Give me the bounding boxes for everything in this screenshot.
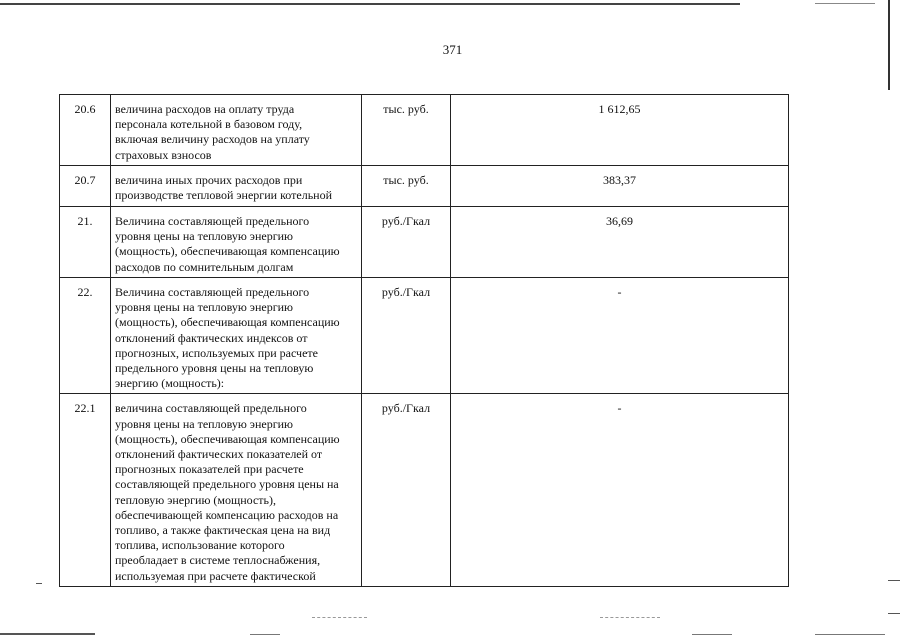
scan-edge-line [0,633,95,635]
row-unit: тыс. руб. [362,166,451,207]
row-number: 22. [60,278,111,394]
row-unit: руб./Гкал [362,394,451,586]
row-value: - [451,278,789,394]
tariff-table [59,94,789,587]
row-description: величина иных прочих расходов при производстве тепловой энергии котельной [111,166,362,207]
table-row [60,394,789,586]
scan-noise [888,613,900,614]
row-description: Величина составляющей предельного уровня цены на тепловую энергию (мощность), обеспечивающая компенсацию отклонений фактических индексов от прогнозных, используемых при расчете предельного уровня цены на тепловую энергию (мощность): [111,278,362,394]
scan-edge-line [815,3,875,4]
row-number: 20.7 [60,166,111,207]
table-row [60,278,789,394]
scan-noise [600,617,660,619]
scan-edge-line [888,0,890,90]
row-number: 21. [60,207,111,278]
row-description: Величина составляющей предельного уровня цены на тепловую энергию (мощность), обеспечивающая компенсацию расходов по сомнительным долгам [111,207,362,278]
row-value: 1 612,65 [451,95,789,166]
row-unit: тыс. руб. [362,95,451,166]
row-value: 36,69 [451,207,789,278]
page-number: 371 [442,42,463,57]
table-row [60,207,789,278]
row-unit: руб./Гкал [362,207,451,278]
scan-noise [36,583,42,584]
row-value: - [451,394,789,586]
scan-noise [888,580,900,581]
row-description: величина расходов на оплату труда персонала котельной в базовом году, включая величину расходов на уплату страховых взносов [111,95,362,166]
row-number: 22.1 [60,394,111,586]
scan-edge-line [0,3,740,5]
row-number: 20.6 [60,95,111,166]
row-description: величина составляющей предельного уровня цены на тепловую энергию (мощность), обеспечивающая компенсацию отклонений фактических показателей от прогнозных показателей при расчете составляющей предельного уровня цены на тепловую энергию (мощность), обеспечивающей компенсацию расходов на топливо, а также фактическая цена на вид топлива, использование которого преобладает в системе теплоснабжения, используемая при расчете фактической [111,394,362,586]
scan-edge-line [250,634,280,635]
table-row [60,166,789,207]
scan-edge-line [815,634,885,635]
scan-edge-line [692,634,732,635]
row-value: 383,37 [451,166,789,207]
scan-noise [312,617,367,619]
table-row [60,95,789,166]
row-unit: руб./Гкал [362,278,451,394]
